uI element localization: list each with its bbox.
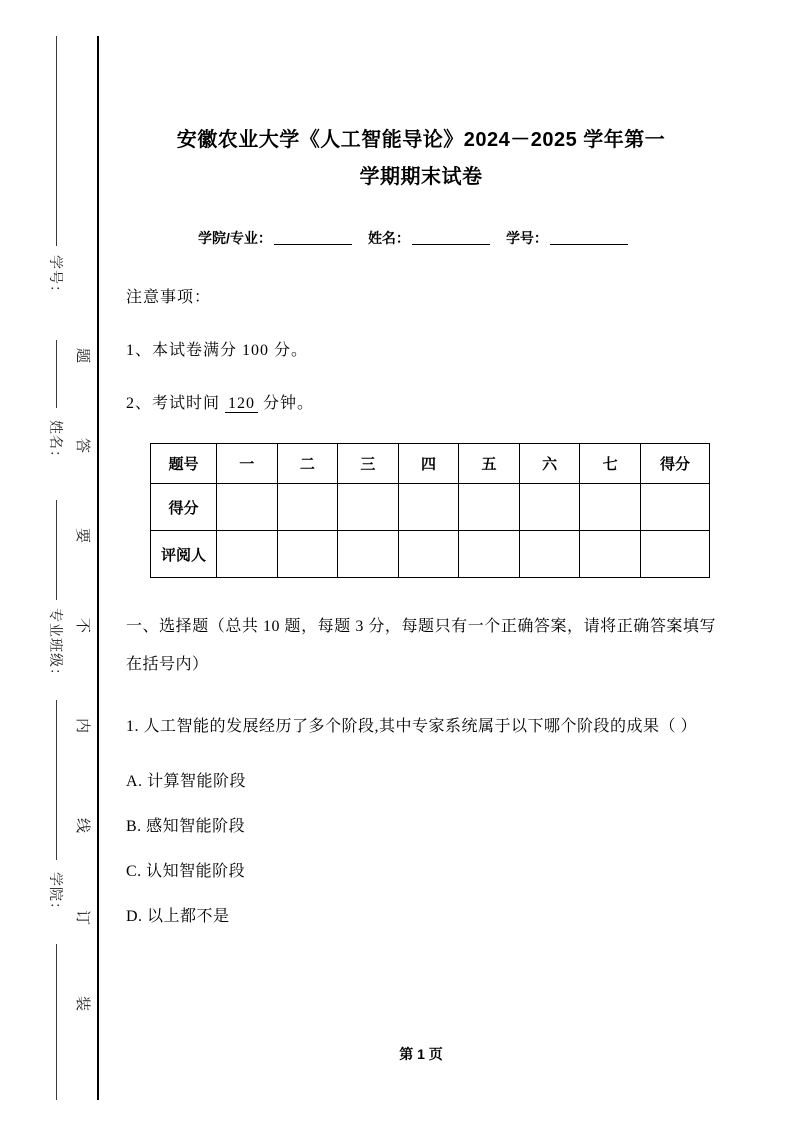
content-column	[126, 0, 716, 926]
binding-notice-char: 订	[74, 910, 91, 927]
table-cell[interactable]	[580, 531, 641, 578]
table-row	[151, 484, 710, 531]
section-1-heading: 一、选择题（总共 10 题，每题 3 分，每题只有一个正确答案，请将正确答案填写在括号内）	[126, 618, 716, 673]
table-row-header: 评阅人	[151, 531, 217, 578]
table-cell[interactable]	[277, 484, 338, 531]
table-cell[interactable]	[580, 484, 641, 531]
binding-notice-char: 线	[74, 818, 91, 835]
margin-label: 专业班级：	[48, 608, 64, 683]
table-cell[interactable]	[277, 531, 338, 578]
notes-list	[126, 337, 716, 413]
college-major-label: 学院/专业：	[198, 230, 272, 246]
table-header-cell: 五	[459, 444, 520, 484]
question-option[interactable]: A. 计算智能阶段	[126, 773, 247, 790]
college-major-field[interactable]	[198, 230, 354, 246]
table-cell[interactable]	[519, 531, 580, 578]
table-header-cell: 四	[398, 444, 459, 484]
table-cell[interactable]	[641, 531, 710, 578]
table-cell[interactable]	[217, 531, 278, 578]
margin-label: 学院：	[48, 872, 64, 917]
margin-label: 学号：	[48, 255, 64, 300]
note-item: 2、考试时间 120 分钟。	[126, 395, 315, 412]
table-header-cell: 七	[580, 444, 641, 484]
binding-notice-char: 题	[74, 348, 91, 365]
note-item: 1、本试卷满分 100 分。	[126, 342, 309, 359]
question-list	[126, 708, 716, 926]
table-cell[interactable]	[398, 484, 459, 531]
table-cell[interactable]	[217, 484, 278, 531]
table-cell[interactable]	[459, 531, 520, 578]
table-row	[151, 531, 710, 578]
identity-line	[126, 228, 716, 248]
binding-notice-char: 内	[74, 718, 91, 735]
table-cell[interactable]	[459, 484, 520, 531]
table-header-cell: 三	[338, 444, 399, 484]
table-cell[interactable]	[398, 531, 459, 578]
student-id-label: 学号：	[505, 230, 548, 246]
binding-line-segment	[56, 944, 57, 1100]
question-text: 1. 人工智能的发展经历了多个阶段,其中专家系统属于以下哪个阶段的成果（ ）	[126, 718, 698, 735]
table-header-cell: 得分	[641, 444, 710, 484]
score-table	[150, 443, 710, 578]
table-row-header: 得分	[151, 484, 217, 531]
question-option[interactable]: B. 感知智能阶段	[126, 818, 246, 835]
binding-line-segment	[56, 340, 57, 408]
table-cell[interactable]	[338, 484, 399, 531]
title-line-1: 安徽农业大学《人工智能导论》2024－2025 学年第一	[176, 129, 666, 151]
table-cell[interactable]	[338, 531, 399, 578]
binding-notice-char: 答	[74, 438, 91, 455]
college-major-blank[interactable]	[274, 244, 352, 245]
binding-line-segment	[56, 500, 57, 600]
page-footer: 第 1 页	[399, 1046, 443, 1062]
table-row	[151, 444, 710, 484]
name-field[interactable]	[368, 230, 492, 246]
binding-notice-char: 要	[74, 528, 91, 545]
table-header-cell: 一	[217, 444, 278, 484]
student-id-field[interactable]	[506, 230, 630, 246]
binding-line-inner	[97, 36, 99, 1100]
question-option[interactable]: D. 以上都不是	[126, 908, 230, 925]
binding-notice-char: 装	[74, 996, 91, 1013]
binding-line-segment	[56, 700, 57, 860]
table-cell[interactable]	[641, 484, 710, 531]
table-header-cell: 题号	[151, 444, 217, 484]
binding-notice-char: 不	[74, 618, 91, 635]
title-line-2: 学期期末试卷	[359, 166, 483, 188]
question-option[interactable]: C. 认知智能阶段	[126, 863, 246, 880]
page-title	[126, 0, 716, 196]
table-header-cell: 六	[519, 444, 580, 484]
student-id-blank[interactable]	[550, 244, 628, 245]
note-underlined-value: 120	[225, 395, 258, 413]
table-header-cell: 二	[277, 444, 338, 484]
margin-label: 姓名：	[48, 420, 64, 465]
name-blank[interactable]	[412, 244, 490, 245]
notes-heading: 注意事项：	[126, 289, 212, 306]
binding-line-segment	[56, 36, 57, 246]
name-label: 姓名：	[367, 230, 410, 246]
table-cell[interactable]	[519, 484, 580, 531]
